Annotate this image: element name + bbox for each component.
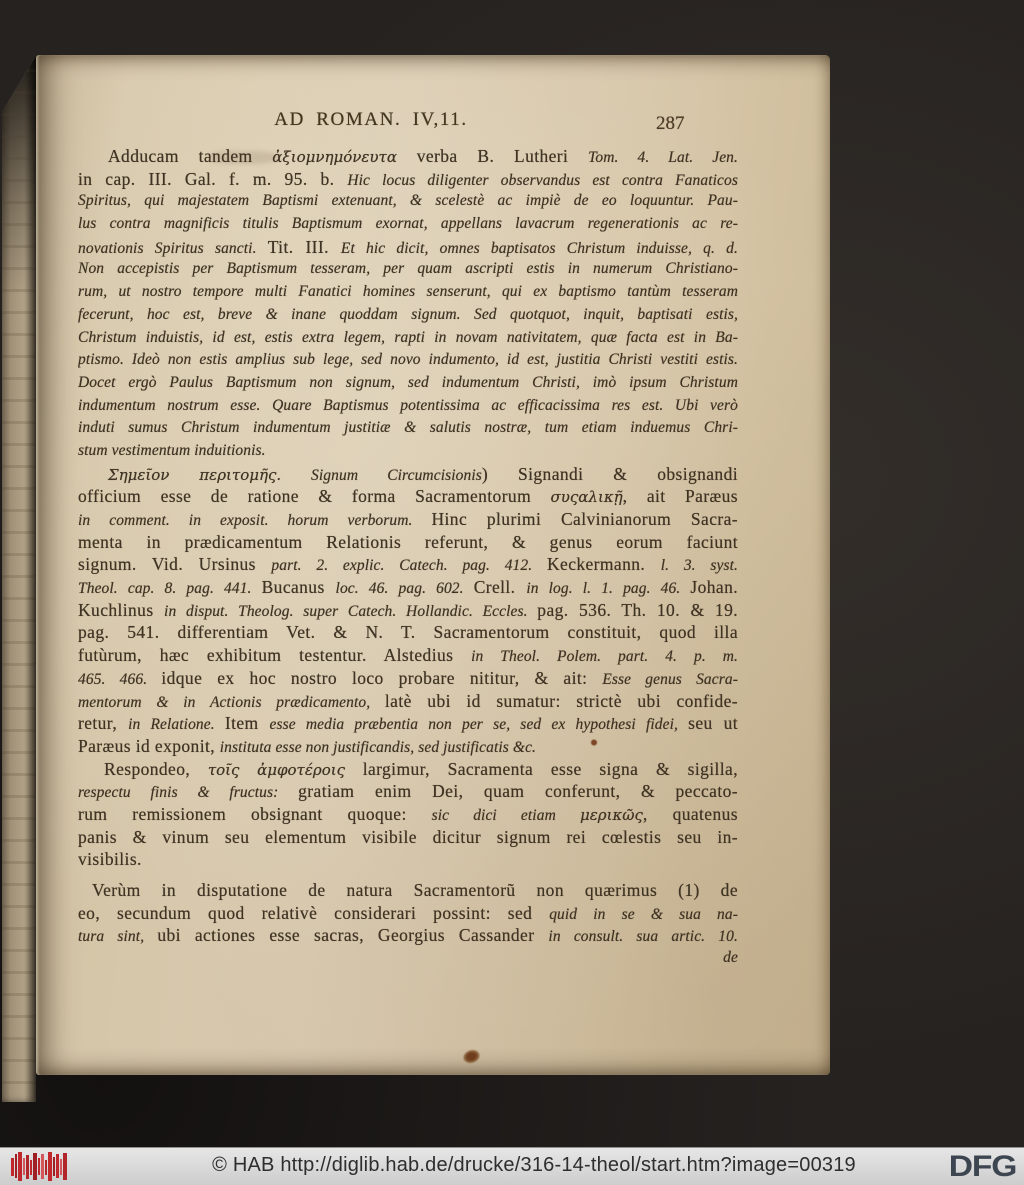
text-line — [78, 735, 738, 758]
text-line — [78, 395, 738, 418]
text-line — [78, 712, 738, 735]
text-line — [78, 621, 738, 644]
text-line — [78, 848, 738, 871]
roman-text-segment: Crell. — [473, 577, 527, 598]
text-line — [78, 599, 738, 622]
roman-text-segment: menta in prædicamentum Relationis referunt, & genus eorum faciunt — [78, 531, 738, 552]
roman-text-segment: ) Signandi & obsignandi — [481, 463, 738, 484]
text-line — [78, 372, 738, 395]
italic-text-segment: lus contra magnificis titulis Baptismum exornat, appellans lavacrum regenerationis ac re- — [78, 215, 738, 233]
roman-text-segment: Hinc plurimi Calvinianorum Sacra- — [431, 509, 738, 529]
text-line — [78, 168, 738, 191]
roman-text-segment: seu ut — [688, 713, 738, 734]
roman-text-segment: Johan. — [690, 577, 738, 598]
greek-text-segment: τοῖς ἀμφοτέροις — [207, 760, 363, 779]
italic-text-segment: respectu finis & fructus: — [78, 784, 299, 802]
roman-text-segment: , ait Paræus — [622, 486, 738, 507]
text-line — [78, 190, 738, 213]
italic-text-segment: Theol. cap. 8. pag. 441. — [78, 580, 262, 598]
facing-page-edge — [2, 56, 36, 1102]
roman-text-segment: largimur, Sacramenta esse signa & sigilla, — [362, 758, 738, 779]
italic-text-segment: Non accepistis per Baptismum tesseram, per quam ascripti estis in numerum Christiano- — [78, 260, 738, 278]
italic-text-segment: l. 3. syst. — [660, 557, 738, 575]
roman-text-segment: Paræus id exponit, — [78, 735, 220, 756]
running-header — [78, 109, 736, 139]
text-line — [78, 924, 738, 947]
roman-text-segment: Item — [224, 713, 270, 734]
text-line — [78, 553, 738, 576]
italic-text-segment: tura sint, — [78, 928, 158, 946]
text-line — [78, 879, 738, 902]
italic-text-segment: in Theol. Polem. part. 4. p. m. — [471, 648, 738, 666]
italic-text-segment: Tom. 4. Lat. Jen. — [588, 149, 738, 166]
roman-text-segment: idque ex hoc nostro loco probare nititur, & ait: — [161, 667, 603, 688]
italic-text-segment: Docet ergò Paulus Baptismum non signum, sed indumentum Christi, imò ipsum Christum — [78, 373, 738, 391]
italic-text-segment: loc. 46. pag. 602. — [335, 580, 474, 598]
page-number: 287 — [656, 113, 685, 134]
text-line — [78, 947, 738, 970]
text-line — [78, 485, 738, 508]
italic-text-segment: de — [723, 949, 738, 967]
italic-text-segment: Signum Circumcisionis — [311, 466, 482, 484]
book-page-scan — [36, 55, 830, 1075]
italic-text-segment: in disput. Theolog. super Catech. Hollandic. Eccles. — [164, 602, 538, 620]
greek-text-segment: συςαλικῇ — [550, 488, 623, 507]
roman-text-segment: Verùm in disputatione de natura Sacramentorũ non quærimus (1) de — [92, 880, 738, 900]
italic-text-segment: induti sumus Christum indumentum justitiæ & salutis nostræ, tum etiam induemus Chri- — [78, 419, 738, 437]
italic-text-segment: esse media præbentia non per se, sed ex hypothesi fidei, — [269, 716, 689, 734]
page-title: AD ROMAN. IV,11. — [274, 109, 468, 130]
text-line — [78, 417, 738, 440]
text-line — [78, 758, 738, 781]
italic-text-segment: instituta esse non justificandis, sed justificatis &c. — [219, 738, 537, 756]
italic-text-segment: Christum induistis, id est, estis extra legem, rapti in novam nativitatem, quæ facta est in Ba- — [78, 328, 738, 346]
text-line — [78, 803, 738, 826]
roman-text-segment: ubi actiones esse sacras, Georgius Cassander — [157, 925, 549, 946]
roman-text-segment: Adducam tandem — [108, 146, 273, 166]
italic-text-segment: in consult. sua artic. 10. — [548, 928, 738, 946]
text-line — [78, 304, 738, 327]
roman-text-segment: Bucanus — [261, 577, 336, 598]
italic-text-segment: mentorum & in Actionis prædicamento, — [78, 693, 385, 711]
italic-text-segment: Et hic dicit, omnes baptisatos Christum induisse, q. d. — [340, 239, 738, 257]
roman-text-segment: Respondeo, — [104, 758, 208, 779]
italic-text-segment: Spiritus, qui majestatem Baptismi extenuant, & scelestè ac impiè de eo loquuntur. Pau- — [78, 192, 738, 210]
italic-text-segment: sic dici etiam — [431, 806, 580, 824]
text-line — [78, 826, 738, 849]
text-line — [78, 902, 738, 925]
text-line — [78, 258, 738, 281]
roman-text-segment: gratiam enim Dei, quam conferunt, & peccato- — [298, 781, 738, 802]
text-line — [78, 327, 738, 350]
greek-text-segment: Σημεῖον περιτομῆς. — [108, 465, 312, 484]
roman-text-segment: in cap. III. Gal. f. m. 95. b. — [78, 168, 348, 189]
text-line — [78, 281, 738, 304]
text-line — [78, 644, 738, 667]
roman-text-segment: eo, secundum quod relativè considerari possint: sed — [78, 902, 550, 923]
italic-text-segment: in Relatione. — [128, 716, 225, 734]
text-line — [78, 440, 738, 463]
text-line — [78, 236, 738, 259]
viewer-footer-bar — [0, 1147, 1024, 1185]
text-line — [78, 145, 738, 168]
text-line — [78, 508, 738, 531]
italic-text-segment: novationis Spiritus sancti. — [78, 239, 268, 257]
greek-text-segment: ἀξιομνημόνευτα — [272, 148, 397, 166]
text-line — [78, 780, 738, 803]
roman-text-segment: panis & vinum seu elementum visibile dicitur signum rei cœlestis seu in- — [78, 826, 738, 847]
roman-text-segment: signum. Vid. Ursinus — [78, 554, 272, 575]
text-line — [78, 667, 738, 690]
roman-text-segment: , quatenus — [642, 803, 738, 824]
roman-text-segment: pag. 541. differentiam Vet. & N. T. Sacramentorum constituit, quod illa — [78, 622, 738, 643]
roman-text-segment: officium esse de ratione & forma Sacramentorum — [78, 486, 551, 507]
text-line — [78, 213, 738, 236]
text-line — [78, 576, 738, 599]
text-line — [78, 690, 738, 713]
italic-text-segment: fecerunt, hoc est, breve & inane quoddam signum. Sed quotquot, inquit, baptisati estis, — [78, 305, 738, 323]
body-text-block — [78, 145, 738, 970]
text-line — [78, 349, 738, 372]
italic-text-segment: stum vestimentum induitionis. — [78, 441, 266, 459]
dfg-logo: DFG — [948, 1150, 1016, 1183]
italic-text-segment: ptismo. Ideò non estis amplius sub lege, sed novo indumento, id est, justitia Christi vestiti estis. — [78, 351, 738, 369]
roman-text-segment: Keckermann. — [546, 554, 661, 575]
attribution-url: © HAB http://diglib.hab.de/drucke/316-14-theol/start.htm?image=00319 — [212, 1154, 856, 1176]
italic-text-segment: 465. 466. — [78, 670, 162, 688]
roman-text-segment: latè ubi id sumatur: strictè ubi confide- — [384, 690, 738, 711]
roman-text-segment: retur, — [78, 713, 129, 734]
italic-text-segment: quid in se & sua na- — [549, 905, 738, 923]
roman-text-segment: verba B. Lutheri — [396, 146, 589, 166]
roman-text-segment: futùrum, hæc exhibitum testentur. Alstedius — [78, 645, 472, 666]
italic-text-segment: in log. l. 1. pag. 46. — [526, 580, 691, 598]
roman-text-segment: Tit. III. — [267, 236, 341, 257]
italic-text-segment: indumentum nostrum esse. Quare Baptismus potentissima ac efficacissima res est. Ubi verò — [78, 396, 738, 414]
text-line — [78, 531, 738, 554]
italic-text-segment: Esse genus Sacra- — [602, 670, 738, 688]
ink-stain — [461, 1048, 481, 1066]
greek-text-segment: μερικῶς — [579, 805, 643, 824]
italic-text-segment: rum, ut nostro tempore multi Fanatici homines senserunt, qui ex baptismo tantùm tesseram — [78, 283, 738, 301]
roman-text-segment: rum remissionem obsignant quoque: — [78, 803, 432, 824]
roman-text-segment: visibilis. — [78, 849, 142, 870]
roman-text-segment: Kuchlinus — [78, 599, 165, 620]
text-line — [78, 463, 738, 486]
italic-text-segment: Hic locus diligenter observandus est contra Fanaticos — [347, 171, 738, 189]
roman-text-segment: pag. 536. Th. 10. & 19. — [537, 599, 738, 620]
italic-text-segment: in comment. in exposit. horum verborum. — [78, 512, 432, 529]
italic-text-segment: part. 2. explic. Catech. pag. 412. — [271, 557, 547, 575]
